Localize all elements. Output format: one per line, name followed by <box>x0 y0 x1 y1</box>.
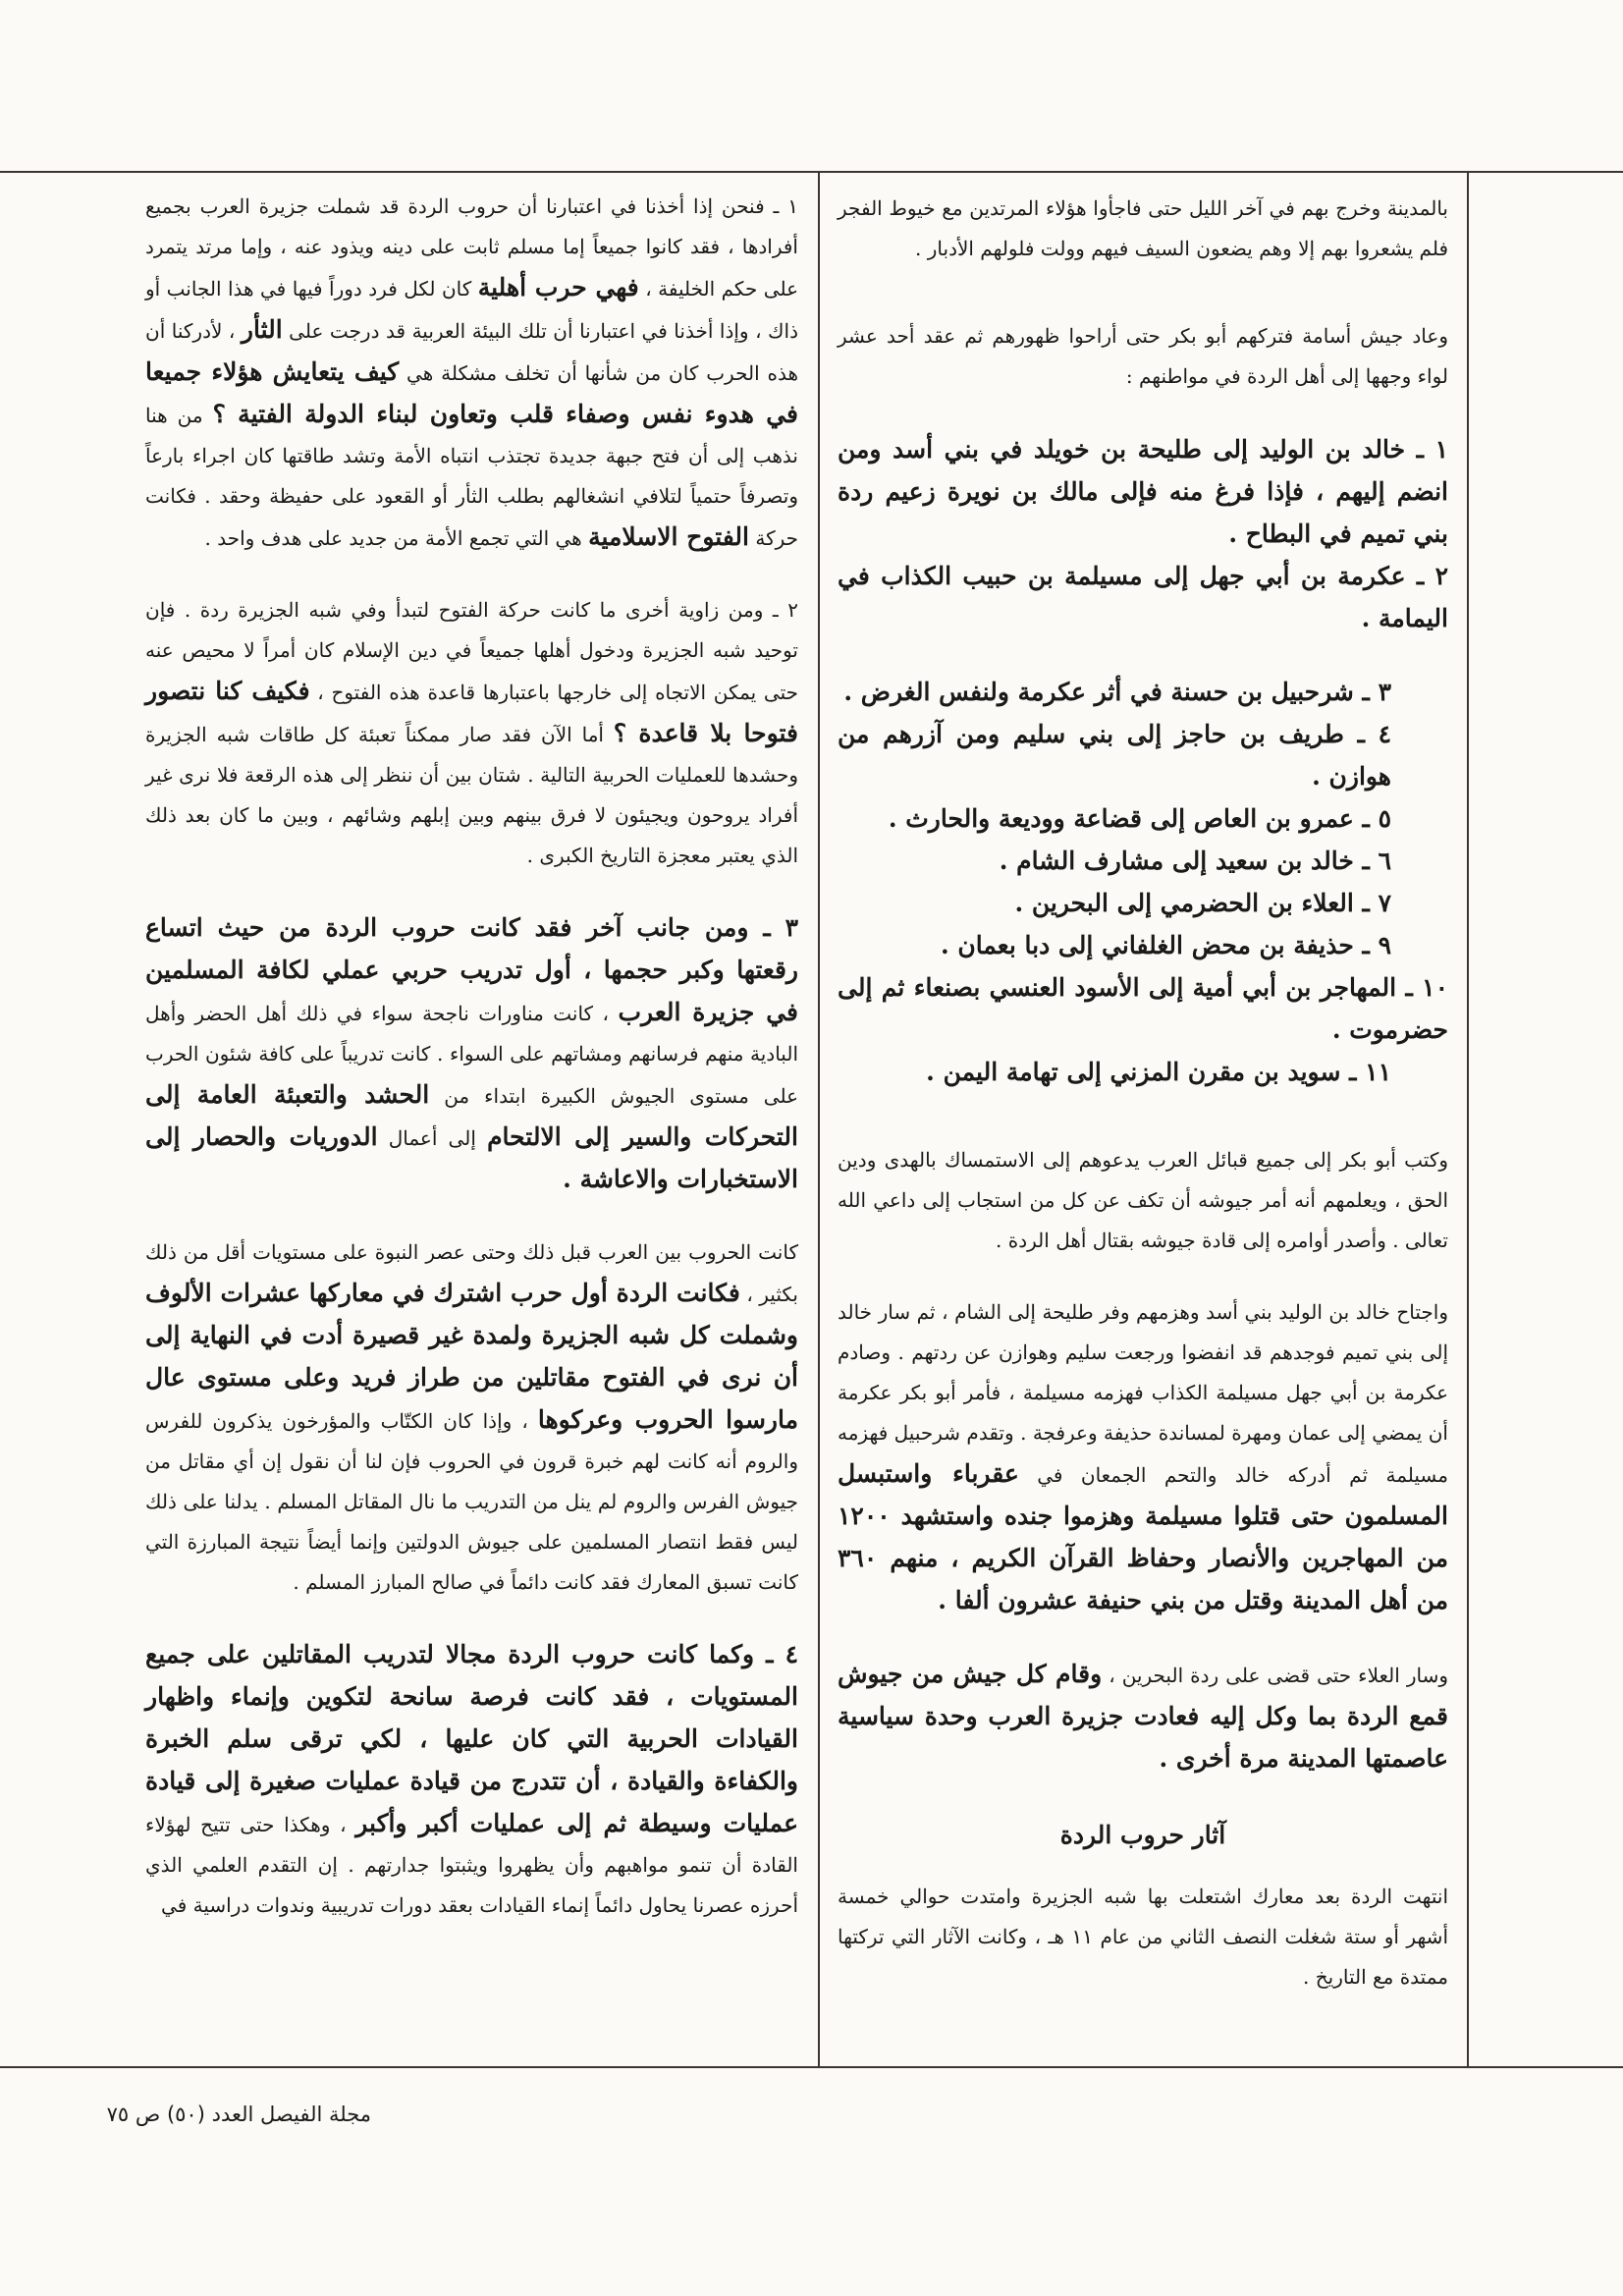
top-rule <box>0 171 1623 173</box>
right-column-rule <box>1467 171 1469 2068</box>
paragraph-battles <box>838 1292 1448 1622</box>
emphasis-run: ٤ ـ وكما كانت حروب الردة مجالا لتدريب المقاتلين على جميع المستويات ، فقد كانت فرصة سانحة لتكوين وإنماء واظهار القيادات الحربية التي كان عليها ، لكي ترقى سلم الخبرة والكفاءة والقيادة ، أن تتدرج من قيادة عمليات صغيرة إلى قيادة عمليات وسيطة ثم إلى عمليات أكبر وأكبر <box>145 1640 798 1837</box>
text-run: كان لكل فرد دوراً فيها في هذا الجانب أو ذاك ، وإذا أخذنا في اعتبارنا أن تلك البيئة العربية قد درجت على <box>145 277 798 343</box>
text-run: ، وإذا كان الكتّاب والمؤرخون يذكرون للفرس والروم أنه كانت لهم خبرة قرون في الحروب فإن لنا أن نقول إن أي مقاتل من جيوش الفرس والروم لم ينل من التدريب ما نال المقاتل المسلم . يدلنا على ذلك ليس فقط انتصار المسلمين على جيوش الدولتين وإنما أيضاً نتيجة المبارزة التي كانت تسبق المعارك فقد كانت دائماً في صالح المبارز المسلم . <box>145 1409 798 1594</box>
paragraph-training <box>145 1232 798 1603</box>
list-item: ٦ ـ خالد بن سعيد إلى مشارف الشام . <box>999 847 1391 875</box>
banner-list-b <box>838 671 1448 1093</box>
right-column <box>838 189 1448 2057</box>
paragraph-point-4 <box>145 1634 798 1926</box>
text-run: أما الآن فقد صار ممكناً تعبئة كل طاقات شبه الجزيرة وحشدها للعمليات الحربية التالية . شتان بين أن ننظر إلى هذه الرقعة فلا نرى غير أفراد يروحون ويجيئون لا فرق بينهم وبين إبلهم وشائهم ، وبين ما كان بعد ذلك الذي يعتبر معجزة التاريخ الكبرى . <box>145 723 798 867</box>
emphasis-run: الحشد والتعبئة العامة إلى التحركات والسير إلى الالتحام <box>145 1080 798 1151</box>
section-heading: آثار حروب الردة <box>1059 1821 1226 1849</box>
text-run: ، وهكذا حتى تتيح لهؤلاء القادة أن تنمو مواهبهم وأن يظهروا ويثبتوا جدارتهم . إن التقدم العلمي الذي أحرزه عصرنا يحاول دائماً إنماء القيادات بعقد دورات تدريبية وندوات دراسية في <box>145 1813 798 1917</box>
emphasis-run: كيف يتعايش هؤلاء جميعا في هدوء نفس وصفاء قلب وتعاون لبناء الدولة الفتية ؟ <box>145 357 798 428</box>
paragraph-point-1 <box>145 187 798 559</box>
text-run: ، لأدركنا أن هذه الحرب كان من شأنها أن تخلف مشكلة هي <box>145 319 799 385</box>
footer-page-reference: مجلة الفيصل العدد (٥٠) ص ٧٥ <box>106 2103 371 2126</box>
text-run: ١ ـ فنحن إذا أخذنا في اعتبارنا أن حروب الردة قد شملت جزيرة العرب بجميع أفرادها ، فقد كانوا جميعاً إما مسلم ثابت على دينه ويذود عنه ، وإما مرتد يتمرد على حكم الخليفة ، <box>145 194 799 301</box>
text-run: إلى أعمال <box>377 1126 488 1150</box>
text-run: ، كانت مناورات ناجحة سواء في ذلك أهل الحضر وأهل البادية منهم فرسانهم ومشاتهم على السواء . كانت تدريباً على كافة شئون الحرب على مستوى الجيوش الكبيرة ابتداء من <box>145 1002 799 1108</box>
paragraph-eleven-banners: وعاد جيش أسامة فتركهم أبو بكر حتى أراحوا ظهورهم ثم عقد أحد عشر لواء وجهها إلى أهل الردة في مواطنهم : <box>838 324 1448 388</box>
page-footer <box>0 2075 1623 2163</box>
list-item: ٣ ـ شرحبيل بن حسنة في أثر عكرمة ولنفس الغرض . <box>843 678 1391 706</box>
paragraph-unification <box>838 1654 1448 1780</box>
list-item: ١ ـ خالد بن الوليد إلى طليحة بن خويلد في بني أسد ومن انضم إليهم ، فإذا فرغ منه فإلى مالك بن نويرة زعيم ردة بني تميم في البطاح . <box>838 435 1448 548</box>
emphasis-run: وقام كل جيش من جيوش قمع الردة بما وكل إليه فعادت جزيرة العرب وحدة سياسية عاصمتها المدينة مرة أخرى . <box>838 1660 1448 1773</box>
text-run: كانت الحروب بين العرب قبل ذلك وحتى عصر النبوة على مستويات أقل من ذلك بكثير ، <box>145 1240 798 1306</box>
column-divider <box>818 171 820 2068</box>
emphasis-run: فكيف كنا نتصور فتوحا بلا قاعدة ؟ <box>145 677 798 747</box>
paragraph-letters: وكتب أبو بكر إلى جميع قبائل العرب يدعوهم إلى الاستمساك بالهدى ودين الحق ، ويعلمهم أنه أمر جيوشه أن تكف عن كل من استجاب إلى داعي الله تعالى . وأصدر أوامره إلى قادة جيوشه بقتال أهل الردة . <box>838 1148 1448 1252</box>
list-item: ٢ ـ عكرمة بن أبي جهل إلى مسيلمة بن حبيب الكذاب في اليمامة . <box>838 562 1448 632</box>
banner-list-a <box>838 428 1448 639</box>
emphasis-run: الدوريات والحصار إلى الاستخبارات والاعاشة . <box>145 1122 798 1193</box>
list-item: ٥ ـ عمرو بن العاص إلى قضاعة ووديعة والحارث . <box>888 804 1391 833</box>
text-run: ٢ ـ ومن زاوية أخرى ما كانت حركة الفتوح لتبدأ وفي شبه الجزيرة ردة . فإن توحيد شبه الجزيرة ودخول أهلها جميعاً في دين الإسلام كان أمراً لا محيص عنه حتى يمكن الاتجاه إلى خارجها باعتبارها قاعدة هذه الفتوح ، <box>145 598 798 704</box>
list-item: ٧ ـ العلاء بن الحضرمي إلى البحرين . <box>1014 889 1391 917</box>
text-run: وسار العلاء حتى قضى على ردة البحرين ، <box>1102 1664 1449 1687</box>
paragraph-point-2 <box>145 590 798 876</box>
paragraph-point-3 <box>145 907 798 1201</box>
list-item: ٩ ـ حذيفة بن محض الغلفاني إلى دبا بعمان . <box>940 931 1391 959</box>
bottom-rule <box>0 2066 1623 2068</box>
list-item: ١٠ ـ المهاجر بن أبي أمية إلى الأسود العنسي بصنعاء ثم إلى حضرموت . <box>838 973 1448 1044</box>
left-column <box>145 187 798 2057</box>
emphasis-run: ٣ ـ ومن جانب آخر فقد كانت حروب الردة من حيث اتساع رقعتها وكبر حجمها ، أول تدريب حربي عملي لكافة المسلمين في جزيرة العرب <box>145 913 798 1026</box>
emphasis-run: فهي حرب أهلية <box>477 273 639 301</box>
text-run: من هنا نذهب إلى أن فتح جبهة جديدة تجتذب انتباه الأمة وتشد طاقتها كان اجراء بارعاً وتصرفاً حتمياً لتلافي انشغالهم بطلب الثأر أو القعود على حفيظة وحقد . فكانت حركة <box>145 404 798 550</box>
paragraph-effects: انتهت الردة بعد معارك اشتعلت بها شبه الجزيرة وامتدت حوالي خمسة أشهر أو ستة شغلت النصف الثاني من عام ١١ هـ ، وكانت الآثار التي تركتها ممتدة مع التاريخ . <box>838 1885 1449 1989</box>
list-item: ١١ ـ سويد بن مقرن المزني إلى تهامة اليمن . <box>926 1058 1391 1086</box>
emphasis-run: عقرباء واستبسل المسلمون حتى قتلوا مسيلمة وهزموا جنده واستشهد ١٢٠٠ من المهاجرين والأنصار وحفاظ القرآن الكريم ، منهم ٣٦٠ من أهل المدينة وقتل من بني حنيفة عشرون ألفا . <box>838 1459 1448 1614</box>
text-run: واجتاح خالد بن الوليد بني أسد وهزمهم وفر طليحة إلى الشام ، ثم سار خالد إلى بني تميم فوجدهم قد انفضوا ورجعت سليم وهوازن عن ردتهم . وصادم عكرمة بن أبي جهل مسيلمة الكذاب فهزمه مسيلمة ، فأمر أبو بكر عكرمة أن يمضي إلى عمان ومهرة لمساندة حذيفة وعرفجة . وتقدم شرحبيل فهزمه مسيلمة ثم أدركه خالد والتحم الجمعان في <box>838 1300 1448 1487</box>
paragraph-continuation: بالمدينة وخرج بهم في آخر الليل حتى فاجأوا هؤلاء المرتدين مع خيوط الفجر فلم يشعروا بهم إلا وهم يضعون السيف فيهم وولت فلولهم الأدبار . <box>838 196 1448 260</box>
emphasis-run: فكانت الردة أول حرب اشترك في معاركها عشرات الألوف وشملت كل شبه الجزيرة ولمدة غير قصيرة أدت في النهاية إلى أن نرى في الفتوح مقاتلين من طراز فريد وعلى مستوى عال مارسوا الحروب وعركوها <box>145 1279 798 1434</box>
text-run: هي التي تجمع الأمة من جديد على هدف واحد . <box>204 526 589 550</box>
emphasis-run: الثأر <box>241 315 283 344</box>
list-item: ٤ ـ طريف بن حاجز إلى بني سليم ومن آزرهم من هوازن . <box>838 720 1391 791</box>
emphasis-run: الفتوح الاسلامية <box>588 522 749 551</box>
